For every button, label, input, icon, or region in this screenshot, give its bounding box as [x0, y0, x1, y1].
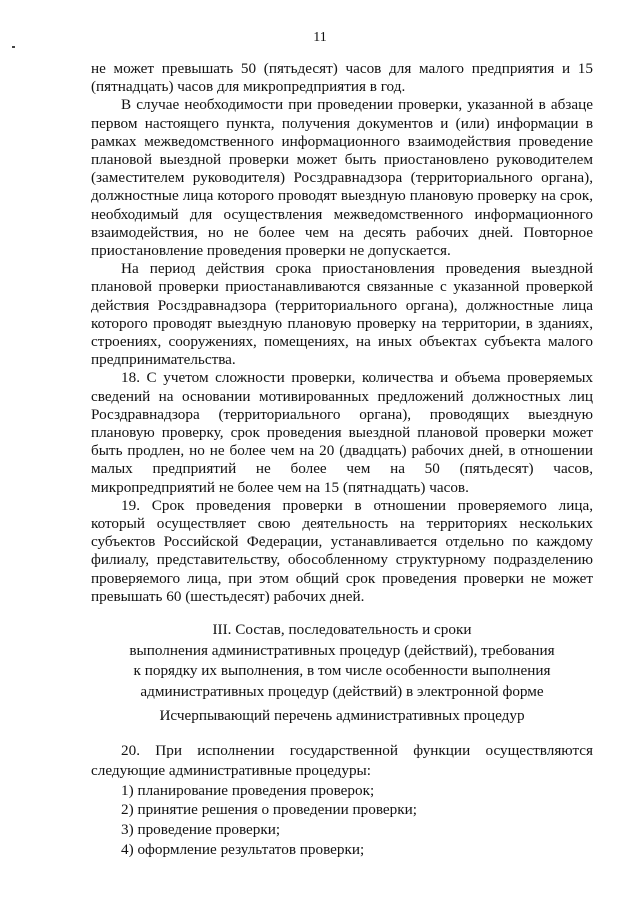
section-heading-line: административных процедур (действий) в электронной форме [140, 682, 544, 700]
paragraph-continuation: не может превышать 50 (пятьдесят) часов для малого предприятия и 15 (пятнадцать) часов для микропредприятия в год. [91, 60, 593, 96]
sub-heading: Исчерпывающий перечень административных процедур [159, 707, 525, 724]
list-item: 4) оформление результатов проверки; [121, 840, 365, 858]
paragraph-18: 18. С учетом сложности проверки, количества и объема проверяемых сведений на основании мотивированных предложений должностных лиц Росздравнадзора (территориального органа), проводящих выездную плановую проверку, срок проведения выездной плановой проверки может быть продлен, но не более чем на 20 (двадцать) рабочих дней, в отношении малых предприятий не более чем на 50 (пятьдесят) часов, микропредприятий не более чем на 15 (пятнадцать) часов. [91, 369, 593, 496]
paragraph-19: 19. Срок проведения проверки в отношении проверяемого лица, который осуществляет свою деятельность на территориях нескольких субъектов Российской Федерации, устанавливается отдельно по каждому филиалу, представительству, обособленному структурному подразделению проверяемого лица, при этом общий срок проведения проверки не может превышать 60 (шестьдесят) рабочих дней. [91, 496, 593, 605]
paragraph-20: 20. При исполнении государственной функции осуществляются следующие административные процедуры: [91, 742, 593, 779]
paragraph-suspension-period: На период действия срока приостановления проведения выездной плановой проверки приостанавливаются связанные с указанной проверкой действия Росздравнадзора (территориального органа), должностные лица которого проводят выездную плановую проверку на территории, в зданиях, строениях, сооружениях, помещениях, на иных объектах субъекта малого предпринимательства. [91, 260, 593, 369]
paragraph-suspension: В случае необходимости при проведении проверки, указанной в абзаце первом настоящего пункта, получения документов и (или) информации в рамках межведомственного информационного взаимодействия проведение плановой выездной проверки может быть приостановлено руководителем (заместителем руководителя) Росздравнадзора (территориального органа), должностные лица которого проводят выездную плановую проверку на срок, необходимый для осуществления межведомственного информационного взаимодействия, но не более чем на десять рабочих дней. Повторное приостановление проведения проверки не допускается. [91, 96, 593, 260]
page-number: 11 [313, 30, 327, 45]
list-item: 2) принятие решения о проведении проверки; [121, 801, 417, 819]
procedures-list [91, 741, 593, 860]
scan-mark [12, 46, 15, 48]
body-text [91, 60, 593, 606]
section-heading-line: к порядку их выполнения, в том числе особенности выполнения [133, 662, 551, 679]
list-item: 1) планирование проведения проверок; [121, 781, 375, 799]
section-heading-line: выполнения административных процедур (действий), требования [129, 641, 555, 659]
section-heading [91, 620, 593, 702]
list-item: 3) проведение проверки; [121, 821, 281, 839]
section-heading-line: III. Состав, последовательность и сроки [212, 621, 472, 638]
